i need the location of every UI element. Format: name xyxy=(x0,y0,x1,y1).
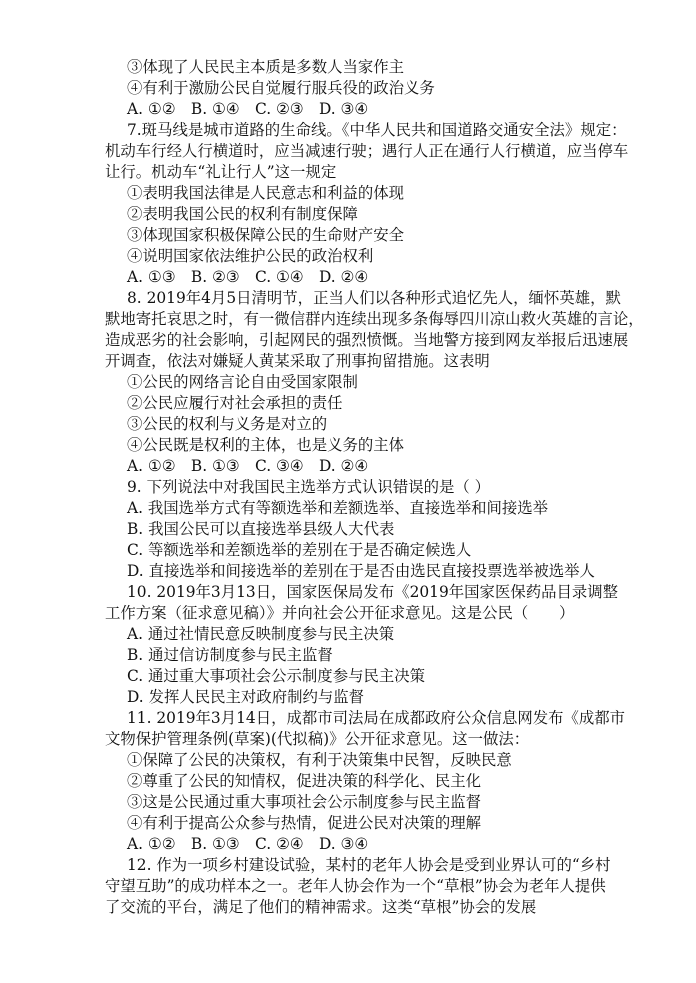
option-line: ①表明我国法律是人民意志和利益的体现 xyxy=(127,184,405,202)
question-8-stem: 开调查，依法对嫌疑人黄某采取了刑事拘留措施。这表明 xyxy=(105,352,490,370)
answer-choices: A. ①③ B. ②③ C. ①④ D. ②④ xyxy=(127,268,369,286)
answer-choices: A. ①② B. ①④ C. ②③ D. ③④ xyxy=(127,100,369,118)
option-d: D. 直接选举和间接选举的差别在于是否由选民直接投票选举被选举人 xyxy=(127,562,595,580)
option-b: B. 我国公民可以直接选举县级人大代表 xyxy=(127,520,395,538)
option-line: ③这是公民通过重大事项社会公示制度参与民主监督 xyxy=(127,793,481,811)
option-b: B. 通过信访制度参与民主监督 xyxy=(127,646,333,664)
option-d: D. 发挥人民民主对政府制约与监督 xyxy=(127,688,365,706)
question-7-stem: 机动车行经人行横道时，应当减速行驶；遇行人正在通行人行横道，应当停车 xyxy=(105,142,629,160)
question-8-stem: 造成恶劣的社会影响，引起网民的强烈愤慨。当地警方接到网友举报后迅速展 xyxy=(105,331,629,349)
option-a: A. 我国选举方式有等额选举和差额选举、直接选举和间接选举 xyxy=(127,499,549,517)
option-line: ④有利于提高公众参与热情，促进公民对决策的理解 xyxy=(127,814,481,832)
option-c: C. 等额选举和差额选举的差别在于是否确定候选人 xyxy=(127,541,472,559)
question-11-stem: 文物保护管理条例(草案)(代拟稿)》公开征求意见。这一做法： xyxy=(105,730,530,748)
option-line: ④有利于激励公民自觉履行服兵役的政治义务 xyxy=(127,79,435,97)
question-8-stem: 默地寄托哀思之时，有一微信群内连续出现多条侮辱四川凉山救火英雄的言论， xyxy=(105,310,644,328)
option-line: ④公民既是权利的主体，也是义务的主体 xyxy=(127,436,405,454)
question-12-stem: 了交流的平台，满足了他们的精神需求。这类“草根”协会的发展 xyxy=(105,898,537,916)
answer-choices: A. ①② B. ①③ C. ②④ D. ③④ xyxy=(127,835,369,853)
option-line: ①保障了公民的决策权，有利于决策集中民智，反映民意 xyxy=(127,751,512,769)
option-line: ②表明我国公民的权利有制度保障 xyxy=(127,205,358,223)
question-7-stem: 7.斑马线是城市道路的生命线。《中华人民共和国道路交通安全法》规定： xyxy=(127,121,627,139)
question-9-stem: 9. 下列说法中对我国民主选举方式认识错误的是（ ） xyxy=(127,478,491,496)
question-10-stem: 10. 2019年3月13日，国家医保局发布《2019年国家医保药品目录调整 xyxy=(127,583,619,601)
option-line: ③体现了人民民主本质是多数人当家作主 xyxy=(127,58,405,76)
question-10-stem: 工作方案（征求意见稿）》并向社会公开征求意见。这是公民（ ） xyxy=(105,604,575,622)
option-line: ②尊重了公民的知情权，促进决策的科学化、民主化 xyxy=(127,772,481,790)
option-line: ④说明国家依法维护公民的政治权利 xyxy=(127,247,374,265)
option-line: ③体现国家积极保障公民的生命财产安全 xyxy=(127,226,405,244)
option-line: ②公民应履行对社会承担的责任 xyxy=(127,394,343,412)
option-a: A. 通过社情民意反映制度参与民主决策 xyxy=(127,625,395,643)
option-line: ①公民的网络言论自由受国家限制 xyxy=(127,373,358,391)
question-8-stem: 8. 2019年4月5日清明节，正当人们以各种形式追忆先人，缅怀英雄，默 xyxy=(127,289,621,307)
question-7-stem: 让行。机动车“礼让行人”这一规定 xyxy=(105,163,337,181)
option-c: C. 通过重大事项社会公示制度参与民主决策 xyxy=(127,667,426,685)
answer-choices: A. ①② B. ①③ C. ③④ D. ②④ xyxy=(127,457,369,475)
question-12-stem: 12. 作为一项乡村建设试验，某村的老年人协会是受到业界认可的“乡村 xyxy=(127,856,611,874)
question-11-stem: 11. 2019年3月14日，成都市司法局在成都政府公众信息网发布《成都市 xyxy=(127,709,626,727)
option-line: ③公民的权利与义务是对立的 xyxy=(127,415,328,433)
question-12-stem: 守望互助”的成功样本之一。老年人协会作为一个“草根”协会为老年人提供 xyxy=(105,877,606,895)
